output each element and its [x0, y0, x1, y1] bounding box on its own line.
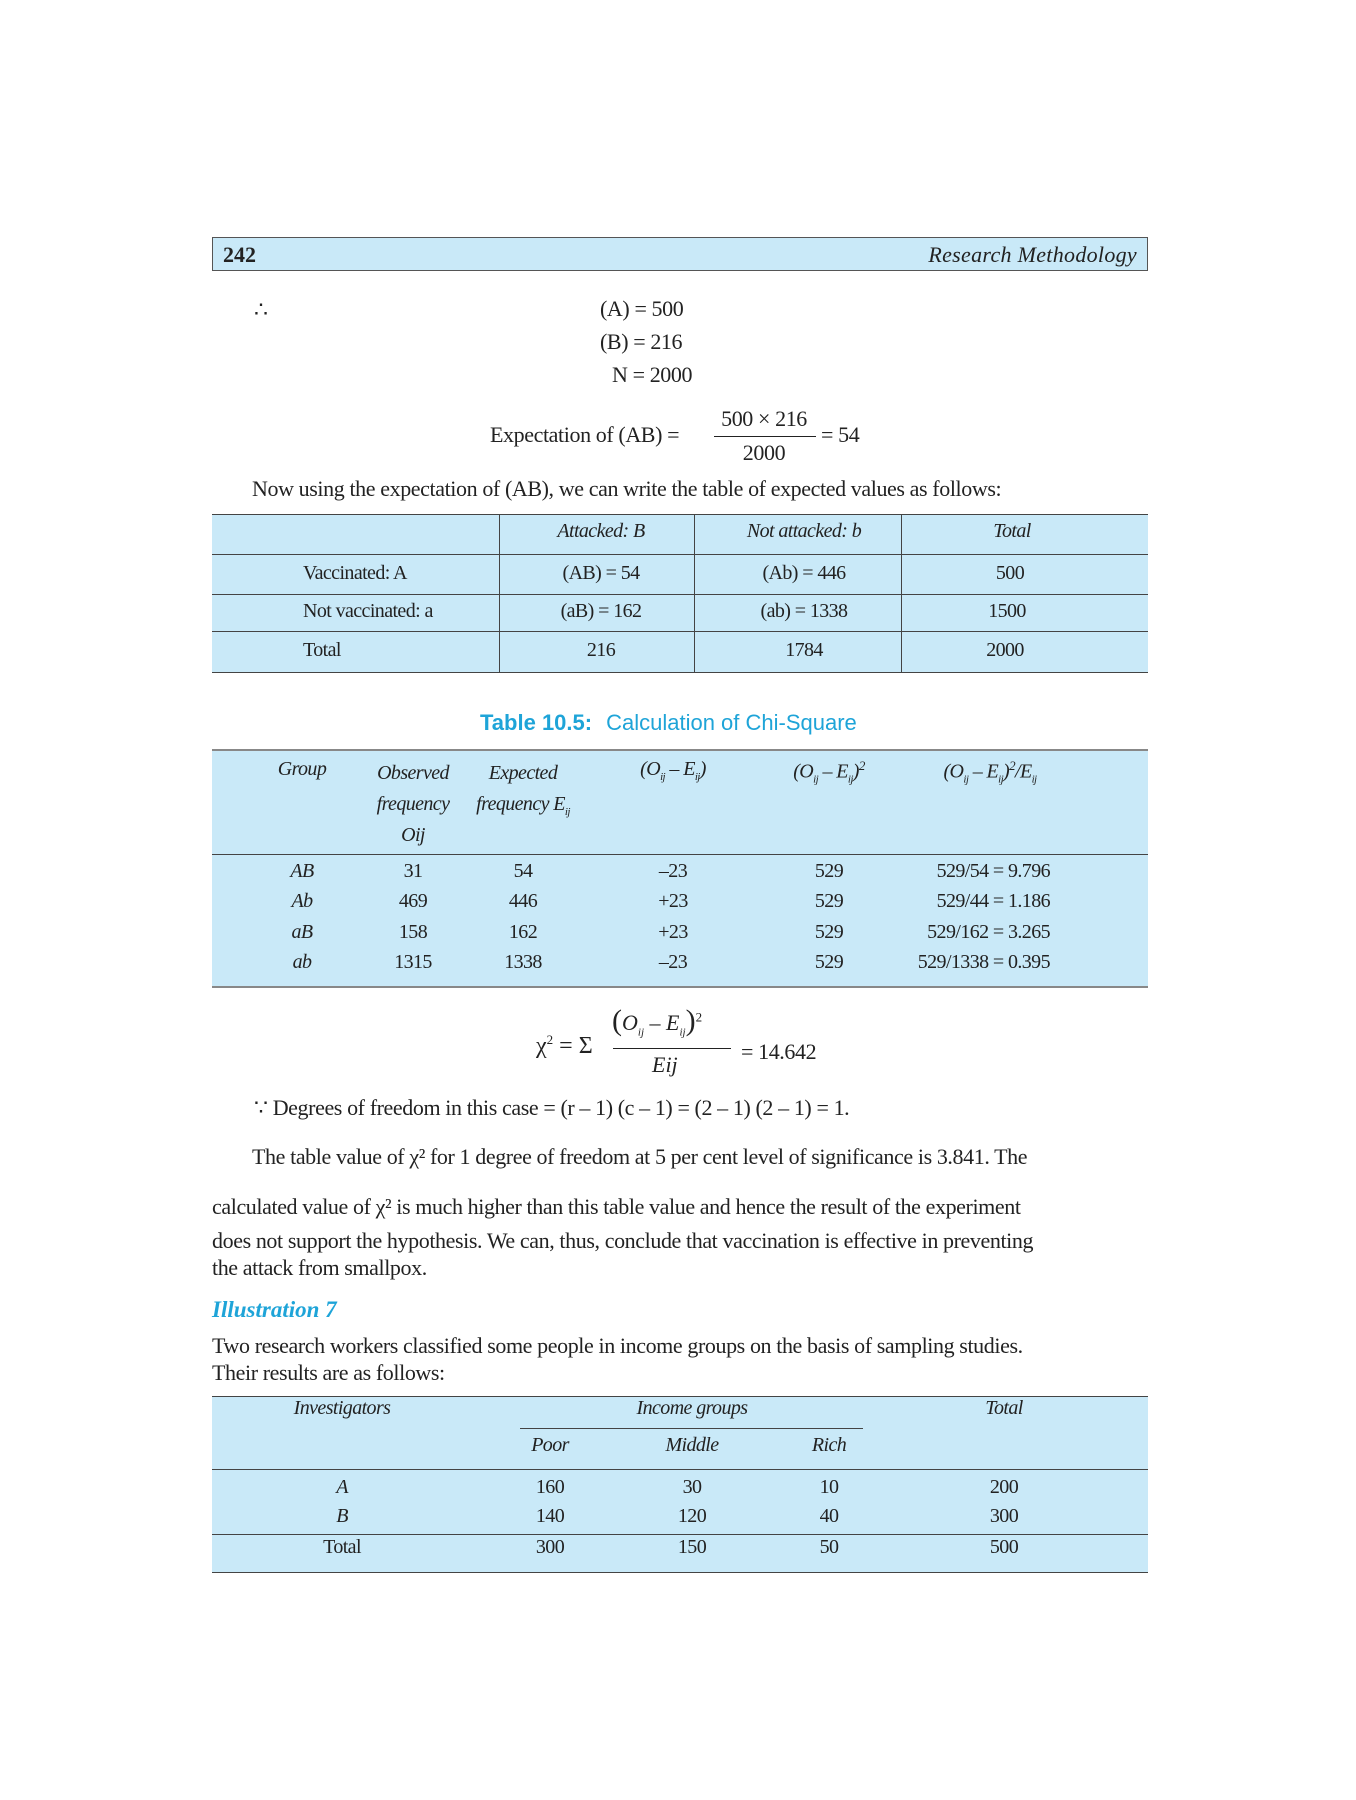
table-rule — [212, 1572, 1148, 1573]
column-header-difference: $(O_{ij} - E_{ij})$ — [640, 758, 706, 783]
chi-formula-denominator: Eij — [652, 1052, 678, 1077]
table-cell: 529/44 = 1.186 — [936, 890, 1050, 912]
column-header-group: Group — [277, 758, 327, 780]
chi-formula-lhs: $\chi^2 = \Sigma$ — [536, 1032, 593, 1059]
group-label: ab — [292, 951, 312, 973]
chi-formula-numerator: $(O_{ij} - E_{ij})^2$ — [612, 1004, 703, 1039]
group-label: aB — [291, 921, 313, 943]
table-cell: 446 — [508, 890, 538, 912]
conclusion-line-1: The table value of χ² for 1 degree of freedom at 5 per cent level of significance is 3.841. The — [252, 1144, 1028, 1169]
fraction-bar — [714, 436, 816, 437]
table-rule — [212, 1534, 1148, 1535]
row-label: Total — [303, 639, 341, 661]
table-cell: 30 — [682, 1476, 702, 1498]
table-cell: 2000 — [986, 639, 1024, 661]
table-cell: 40 — [819, 1505, 839, 1527]
table-rule — [212, 986, 1148, 988]
table-cell: 140 — [535, 1505, 565, 1527]
table-cell: 216 — [586, 639, 616, 661]
column-header-expected: Expected frequency $E_{ij}$ — [476, 762, 570, 818]
table-cell: 469 — [398, 890, 428, 912]
table-column-divider — [499, 515, 500, 673]
column-header-income-groups: Income groups — [636, 1397, 748, 1419]
therefore-symbol: ∴ — [254, 297, 268, 322]
table-cell: +23 — [658, 921, 688, 943]
table-cell: –23 — [658, 951, 688, 973]
group-label: AB — [290, 860, 314, 882]
table-cell: 529/1338 = 0.395 — [917, 951, 1050, 973]
table-cell: 1500 — [988, 600, 1026, 622]
column-header: Not attacked: b — [746, 520, 862, 542]
table-cell: (ab) = 1338 — [760, 600, 848, 622]
table-cell: +23 — [658, 890, 688, 912]
column-header: Attacked: B — [557, 520, 645, 542]
group-header-rule — [520, 1428, 863, 1429]
table-cell: 10 — [819, 1476, 839, 1498]
table-cell: 529 — [814, 860, 844, 882]
column-header-middle: Middle — [665, 1434, 719, 1456]
table-cell: 500 — [989, 1536, 1019, 1558]
table-rule — [212, 594, 1148, 595]
group-label: Ab — [291, 890, 313, 912]
table-rule — [212, 672, 1148, 673]
table-cell: 1784 — [785, 639, 823, 661]
column-header-investigators: Investigators — [293, 1397, 391, 1419]
caption-title: Calculation of Chi-Square — [606, 710, 857, 735]
table-cell: 31 — [403, 860, 423, 882]
given-a: (A) = 500 — [600, 296, 684, 321]
table-cell: 160 — [535, 1476, 565, 1498]
table-cell: –23 — [658, 860, 688, 882]
table-cell: 529 — [814, 890, 844, 912]
table-cell: 1338 — [504, 951, 542, 973]
illustration-text-2: Their results are as follows: — [212, 1360, 445, 1385]
row-label: Not vaccinated: a — [303, 600, 433, 622]
row-label: Total — [323, 1536, 361, 1558]
table-column-divider — [694, 515, 695, 673]
table-cell: 300 — [989, 1505, 1019, 1527]
conclusion-line-2: calculated value of χ² is much higher than this table value and hence the result of the experiment — [212, 1194, 1021, 1219]
book-title: Research Methodology — [928, 242, 1137, 267]
table-caption — [480, 710, 857, 736]
page-number: 242 — [223, 242, 256, 267]
table-cell: 1315 — [394, 951, 432, 973]
column-header-ratio: $(O_{ij} - E_{ij})^2/E_{ij}$ — [943, 758, 1037, 786]
given-n: N = 2000 — [612, 362, 693, 387]
table-cell: (Ab) = 446 — [762, 562, 846, 584]
illustration-text-1: Two research workers classified some people in income groups on the basis of sampling studies. — [212, 1333, 1023, 1358]
table-rule — [212, 554, 1148, 555]
row-label: A — [336, 1476, 348, 1498]
degrees-of-freedom-line: ∵ Degrees of freedom in this case = (r – 1) (c – 1) = (2 – 1) (2 – 1) = 1. — [254, 1095, 850, 1120]
table-rule — [212, 749, 1148, 751]
table-rule — [212, 854, 1148, 855]
running-header — [212, 237, 1148, 271]
table-cell: 500 — [995, 562, 1025, 584]
expectation-label: Expectation of (AB) = — [490, 422, 680, 447]
table-cell: 529 — [814, 951, 844, 973]
row-label: B — [336, 1505, 348, 1527]
row-label: Vaccinated: A — [303, 562, 407, 584]
column-header-total: Total — [985, 1397, 1023, 1419]
table-cell: 529 — [814, 921, 844, 943]
given-b: (B) = 216 — [600, 329, 683, 354]
fraction-bar — [613, 1048, 731, 1049]
table-cell: 529/54 = 9.796 — [936, 860, 1050, 882]
column-header-rich: Rich — [811, 1434, 847, 1456]
chi-formula-result: = 14.642 — [741, 1039, 817, 1064]
table-rule — [212, 514, 1148, 515]
table-cell: 120 — [677, 1505, 707, 1527]
table-cell: 150 — [677, 1536, 707, 1558]
table-cell: (AB) = 54 — [562, 562, 640, 584]
table-cell: 54 — [513, 860, 533, 882]
table-cell: 158 — [398, 921, 428, 943]
table-rule — [212, 1469, 1148, 1470]
table-cell: 300 — [535, 1536, 565, 1558]
table-rule — [212, 631, 1148, 632]
table-cell: 50 — [819, 1536, 839, 1558]
conclusion-line-4: the attack from smallpox. — [212, 1255, 427, 1280]
table-column-divider — [901, 515, 902, 673]
table-cell: 162 — [508, 921, 538, 943]
column-header-poor: Poor — [531, 1434, 569, 1456]
table-cell: 200 — [989, 1476, 1019, 1498]
expectation-denominator: 2000 — [742, 440, 786, 465]
column-header-squared: $(O_{ij} - E_{ij})^2$ — [793, 758, 865, 786]
table-cell: 529/162 = 3.265 — [927, 921, 1050, 943]
expectation-numerator: 500 × 216 — [721, 406, 807, 431]
conclusion-line-3: does not support the hypothesis. We can, thus, conclude that vaccination is effective in preventing — [212, 1228, 1034, 1253]
table-cell: (aB) = 162 — [560, 600, 642, 622]
intro-paragraph: Now using the expectation of (AB), we can write the table of expected values as follows: — [252, 476, 1002, 501]
column-header-observed: Observed frequency Oij — [376, 762, 450, 846]
expectation-result: = 54 — [821, 422, 860, 447]
illustration-heading: Illustration 7 — [212, 1297, 337, 1322]
column-header: Total — [993, 520, 1031, 542]
caption-number: Table 10.5: — [480, 710, 593, 735]
